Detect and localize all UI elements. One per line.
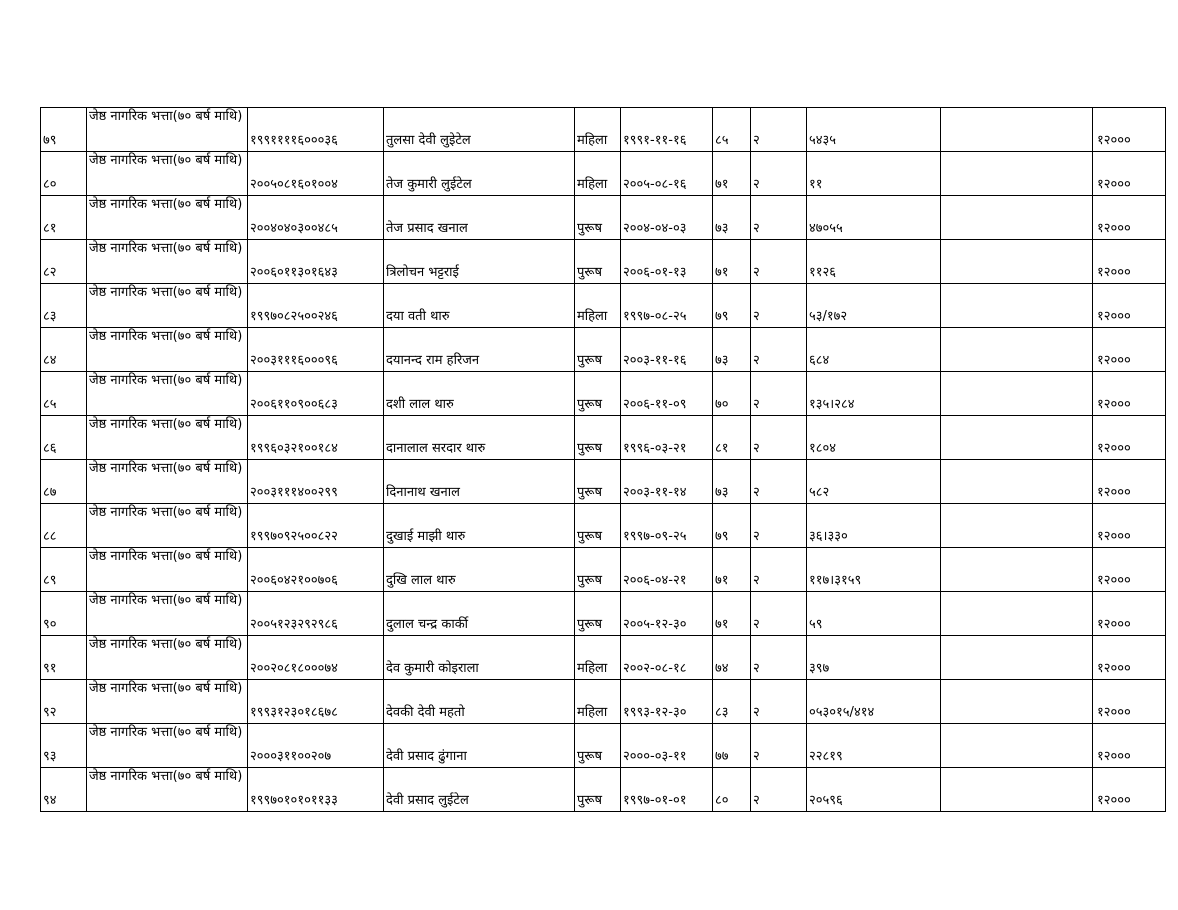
scheme-cell: जेष्ठ नागरिक भत्ता(७० बर्ष माथि)	[87, 328, 248, 372]
ward-cell: २	[751, 416, 807, 460]
gender-cell: महिला	[575, 680, 621, 724]
birth-date-cell: २००५-०८-१६	[621, 152, 713, 196]
amount-cell: १२०००	[1093, 328, 1166, 372]
serial-number-cell: ८४	[41, 328, 87, 372]
ward-cell: २	[751, 196, 807, 240]
gender-cell: पुरूष	[575, 240, 621, 284]
remark-cell	[941, 372, 1093, 416]
birth-date-cell: २००५-१२-३०	[621, 592, 713, 636]
ward-cell: २	[751, 592, 807, 636]
remark-cell	[941, 592, 1093, 636]
reference-number-cell: ११७।३१५९	[807, 548, 941, 592]
birth-date-cell: १९९१-११-१६	[621, 108, 713, 152]
name-cell: तेज प्रसाद खनाल	[384, 196, 575, 240]
scheme-cell: जेष्ठ नागरिक भत्ता(७० बर्ष माथि)	[87, 372, 248, 416]
citizen-id-cell: १९९११११६०००३६	[248, 108, 384, 152]
ward-cell: २	[751, 504, 807, 548]
serial-number-cell: ८९	[41, 548, 87, 592]
age-cell: ८०	[713, 768, 751, 812]
citizen-id-cell: १९९७०८२५००२४६	[248, 284, 384, 328]
birth-date-cell: २००३-११-१६	[621, 328, 713, 372]
birth-date-cell: १९९६-०३-२१	[621, 416, 713, 460]
serial-number-cell: ९४	[41, 768, 87, 812]
citizen-id-cell: २००३१११६०००९६	[248, 328, 384, 372]
name-cell: दया वती थारु	[384, 284, 575, 328]
amount-cell: १२०००	[1093, 240, 1166, 284]
citizen-id-cell: २०००३११००२०७	[248, 724, 384, 768]
reference-number-cell: २०५९६	[807, 768, 941, 812]
gender-cell: पुरूष	[575, 460, 621, 504]
citizen-id-cell: २००६०११३०१६४३	[248, 240, 384, 284]
serial-number-cell: ९०	[41, 592, 87, 636]
ward-cell: २	[751, 680, 807, 724]
amount-cell: १२०००	[1093, 196, 1166, 240]
table-row	[41, 592, 1166, 636]
remark-cell	[941, 460, 1093, 504]
table-row	[41, 240, 1166, 284]
citizen-id-cell: १९९६०३२१००१८४	[248, 416, 384, 460]
reference-number-cell: ५३/१७२	[807, 284, 941, 328]
citizen-id-cell: १९९३१२३०१८६७८	[248, 680, 384, 724]
amount-cell: १२०००	[1093, 548, 1166, 592]
citizen-id-cell: २००३१११४००२९९	[248, 460, 384, 504]
reference-number-cell: १८०४	[807, 416, 941, 460]
birth-date-cell: २००६-११-०९	[621, 372, 713, 416]
serial-number-cell: ८३	[41, 284, 87, 328]
scheme-cell: जेष्ठ नागरिक भत्ता(७० बर्ष माथि)	[87, 768, 248, 812]
serial-number-cell: ८०	[41, 152, 87, 196]
remark-cell	[941, 152, 1093, 196]
remark-cell	[941, 636, 1093, 680]
citizen-id-cell: २००६०४२१००७०६	[248, 548, 384, 592]
scheme-cell: जेष्ठ नागरिक भत्ता(७० बर्ष माथि)	[87, 636, 248, 680]
name-cell: देव कुमारी कोइराला	[384, 636, 575, 680]
reference-number-cell: ५९	[807, 592, 941, 636]
remark-cell	[941, 504, 1093, 548]
gender-cell: पुरूष	[575, 548, 621, 592]
name-cell: देवकी देवी महतो	[384, 680, 575, 724]
gender-cell: पुरूष	[575, 592, 621, 636]
scheme-cell: जेष्ठ नागरिक भत्ता(७० बर्ष माथि)	[87, 240, 248, 284]
amount-cell: १२०००	[1093, 152, 1166, 196]
serial-number-cell: ८६	[41, 416, 87, 460]
beneficiary-table	[40, 107, 1166, 812]
ward-cell: २	[751, 724, 807, 768]
table-row	[41, 284, 1166, 328]
amount-cell: १२०००	[1093, 372, 1166, 416]
scheme-cell: जेष्ठ नागरिक भत्ता(७० बर्ष माथि)	[87, 108, 248, 152]
gender-cell: महिला	[575, 284, 621, 328]
citizen-id-cell: २००४०४०३००४८५	[248, 196, 384, 240]
citizen-id-cell: २००५१२३२९२९८६	[248, 592, 384, 636]
remark-cell	[941, 240, 1093, 284]
name-cell: दिनानाथ खनाल	[384, 460, 575, 504]
age-cell: ७३	[713, 460, 751, 504]
ward-cell: २	[751, 152, 807, 196]
amount-cell: १२०००	[1093, 680, 1166, 724]
name-cell: दुखि लाल थारु	[384, 548, 575, 592]
birth-date-cell: २००२-०८-१८	[621, 636, 713, 680]
age-cell: ७४	[713, 636, 751, 680]
citizen-id-cell: १९९७०१०१०११३३	[248, 768, 384, 812]
name-cell: दयानन्द राम हरिजन	[384, 328, 575, 372]
age-cell: ७३	[713, 328, 751, 372]
citizen-id-cell: २००२०८१८०००७४	[248, 636, 384, 680]
birth-date-cell: २००६-०१-१३	[621, 240, 713, 284]
age-cell: ७३	[713, 196, 751, 240]
table-row	[41, 724, 1166, 768]
scheme-cell: जेष्ठ नागरिक भत्ता(७० बर्ष माथि)	[87, 504, 248, 548]
serial-number-cell: ९३	[41, 724, 87, 768]
remark-cell	[941, 548, 1093, 592]
gender-cell: पुरूष	[575, 372, 621, 416]
reference-number-cell: ३६।३३०	[807, 504, 941, 548]
name-cell: दुखाई माझी थारु	[384, 504, 575, 548]
gender-cell: पुरूष	[575, 504, 621, 548]
table-body	[41, 108, 1166, 812]
scheme-cell: जेष्ठ नागरिक भत्ता(७० बर्ष माथि)	[87, 680, 248, 724]
amount-cell: १२०००	[1093, 108, 1166, 152]
ward-cell: २	[751, 240, 807, 284]
gender-cell: महिला	[575, 108, 621, 152]
scheme-cell: जेष्ठ नागरिक भत्ता(७० बर्ष माथि)	[87, 416, 248, 460]
citizen-id-cell: २००५०८१६०१००४	[248, 152, 384, 196]
reference-number-cell: ५८२	[807, 460, 941, 504]
reference-number-cell: १३५।२८४	[807, 372, 941, 416]
name-cell: तुलसा देवी लुइेटेल	[384, 108, 575, 152]
amount-cell: १२०००	[1093, 416, 1166, 460]
age-cell: ७१	[713, 152, 751, 196]
gender-cell: पुरूष	[575, 768, 621, 812]
age-cell: ८५	[713, 108, 751, 152]
scheme-cell: जेष्ठ नागरिक भत्ता(७० बर्ष माथि)	[87, 548, 248, 592]
table-row	[41, 768, 1166, 812]
serial-number-cell: ९२	[41, 680, 87, 724]
age-cell: ८३	[713, 680, 751, 724]
age-cell: ७१	[713, 592, 751, 636]
scheme-cell: जेष्ठ नागरिक भत्ता(७० बर्ष माथि)	[87, 592, 248, 636]
gender-cell: पुरूष	[575, 328, 621, 372]
table-row	[41, 460, 1166, 504]
citizen-id-cell: १९९७०९२५००८२२	[248, 504, 384, 548]
name-cell: त्रिलोचन भट्टराई	[384, 240, 575, 284]
ward-cell: २	[751, 284, 807, 328]
scheme-cell: जेष्ठ नागरिक भत्ता(७० बर्ष माथि)	[87, 152, 248, 196]
serial-number-cell: ८२	[41, 240, 87, 284]
age-cell: ७१	[713, 240, 751, 284]
table-row	[41, 504, 1166, 548]
gender-cell: महिला	[575, 636, 621, 680]
name-cell: देवी प्रसाद लुईटेल	[384, 768, 575, 812]
table-row	[41, 548, 1166, 592]
name-cell: देवी प्रसाद ढुंगाना	[384, 724, 575, 768]
reference-number-cell: ११२६	[807, 240, 941, 284]
age-cell: ७१	[713, 548, 751, 592]
reference-number-cell: ४७०५५	[807, 196, 941, 240]
birth-date-cell: २००३-११-१४	[621, 460, 713, 504]
reference-number-cell: २२८१९	[807, 724, 941, 768]
age-cell: ७७	[713, 724, 751, 768]
name-cell: दुलाल चन्द्र कार्की	[384, 592, 575, 636]
table-row	[41, 680, 1166, 724]
reference-number-cell: ११	[807, 152, 941, 196]
gender-cell: पुरूष	[575, 724, 621, 768]
table-row	[41, 636, 1166, 680]
remark-cell	[941, 284, 1093, 328]
amount-cell: १२०००	[1093, 592, 1166, 636]
table-row	[41, 328, 1166, 372]
age-cell: ७०	[713, 372, 751, 416]
birth-date-cell: २०००-०३-११	[621, 724, 713, 768]
gender-cell: पुरूष	[575, 416, 621, 460]
age-cell: ७९	[713, 504, 751, 548]
birth-date-cell: २००४-०४-०३	[621, 196, 713, 240]
table-row	[41, 152, 1166, 196]
serial-number-cell: ८१	[41, 196, 87, 240]
amount-cell: १२०००	[1093, 460, 1166, 504]
amount-cell: १२०००	[1093, 724, 1166, 768]
ward-cell: २	[751, 460, 807, 504]
scheme-cell: जेष्ठ नागरिक भत्ता(७० बर्ष माथि)	[87, 196, 248, 240]
age-cell: ७९	[713, 284, 751, 328]
birth-date-cell: १९९७-०१-०१	[621, 768, 713, 812]
table-row	[41, 372, 1166, 416]
table-row	[41, 196, 1166, 240]
serial-number-cell: ८७	[41, 460, 87, 504]
serial-number-cell: ९१	[41, 636, 87, 680]
birth-date-cell: १९९७-०८-२५	[621, 284, 713, 328]
serial-number-cell: ७९	[41, 108, 87, 152]
remark-cell	[941, 768, 1093, 812]
age-cell: ८१	[713, 416, 751, 460]
reference-number-cell: ०५३०१५/४१४	[807, 680, 941, 724]
scheme-cell: जेष्ठ नागरिक भत्ता(७० बर्ष माथि)	[87, 460, 248, 504]
name-cell: दशी लाल थारु	[384, 372, 575, 416]
gender-cell: महिला	[575, 152, 621, 196]
remark-cell	[941, 108, 1093, 152]
scheme-cell: जेष्ठ नागरिक भत्ता(७० बर्ष माथि)	[87, 724, 248, 768]
name-cell: दानालाल सरदार थारु	[384, 416, 575, 460]
remark-cell	[941, 328, 1093, 372]
citizen-id-cell: २००६११०९००६८३	[248, 372, 384, 416]
table-row	[41, 416, 1166, 460]
ward-cell: २	[751, 372, 807, 416]
remark-cell	[941, 416, 1093, 460]
serial-number-cell: ८५	[41, 372, 87, 416]
ward-cell: २	[751, 636, 807, 680]
remark-cell	[941, 680, 1093, 724]
amount-cell: १२०००	[1093, 636, 1166, 680]
amount-cell: १२०००	[1093, 768, 1166, 812]
reference-number-cell: ६८४	[807, 328, 941, 372]
ward-cell: २	[751, 328, 807, 372]
table-row	[41, 108, 1166, 152]
remark-cell	[941, 196, 1093, 240]
scheme-cell: जेष्ठ नागरिक भत्ता(७० बर्ष माथि)	[87, 284, 248, 328]
remark-cell	[941, 724, 1093, 768]
reference-number-cell: ३९७	[807, 636, 941, 680]
name-cell: तेज कुमारी लुईटेल	[384, 152, 575, 196]
ward-cell: २	[751, 768, 807, 812]
birth-date-cell: १९९७-०९-२५	[621, 504, 713, 548]
ward-cell: २	[751, 548, 807, 592]
amount-cell: १२०००	[1093, 504, 1166, 548]
serial-number-cell: ८८	[41, 504, 87, 548]
birth-date-cell: १९९३-१२-३०	[621, 680, 713, 724]
gender-cell: पुरूष	[575, 196, 621, 240]
birth-date-cell: २००६-०४-२१	[621, 548, 713, 592]
ward-cell: २	[751, 108, 807, 152]
amount-cell: १२०००	[1093, 284, 1166, 328]
reference-number-cell: ५४३५	[807, 108, 941, 152]
